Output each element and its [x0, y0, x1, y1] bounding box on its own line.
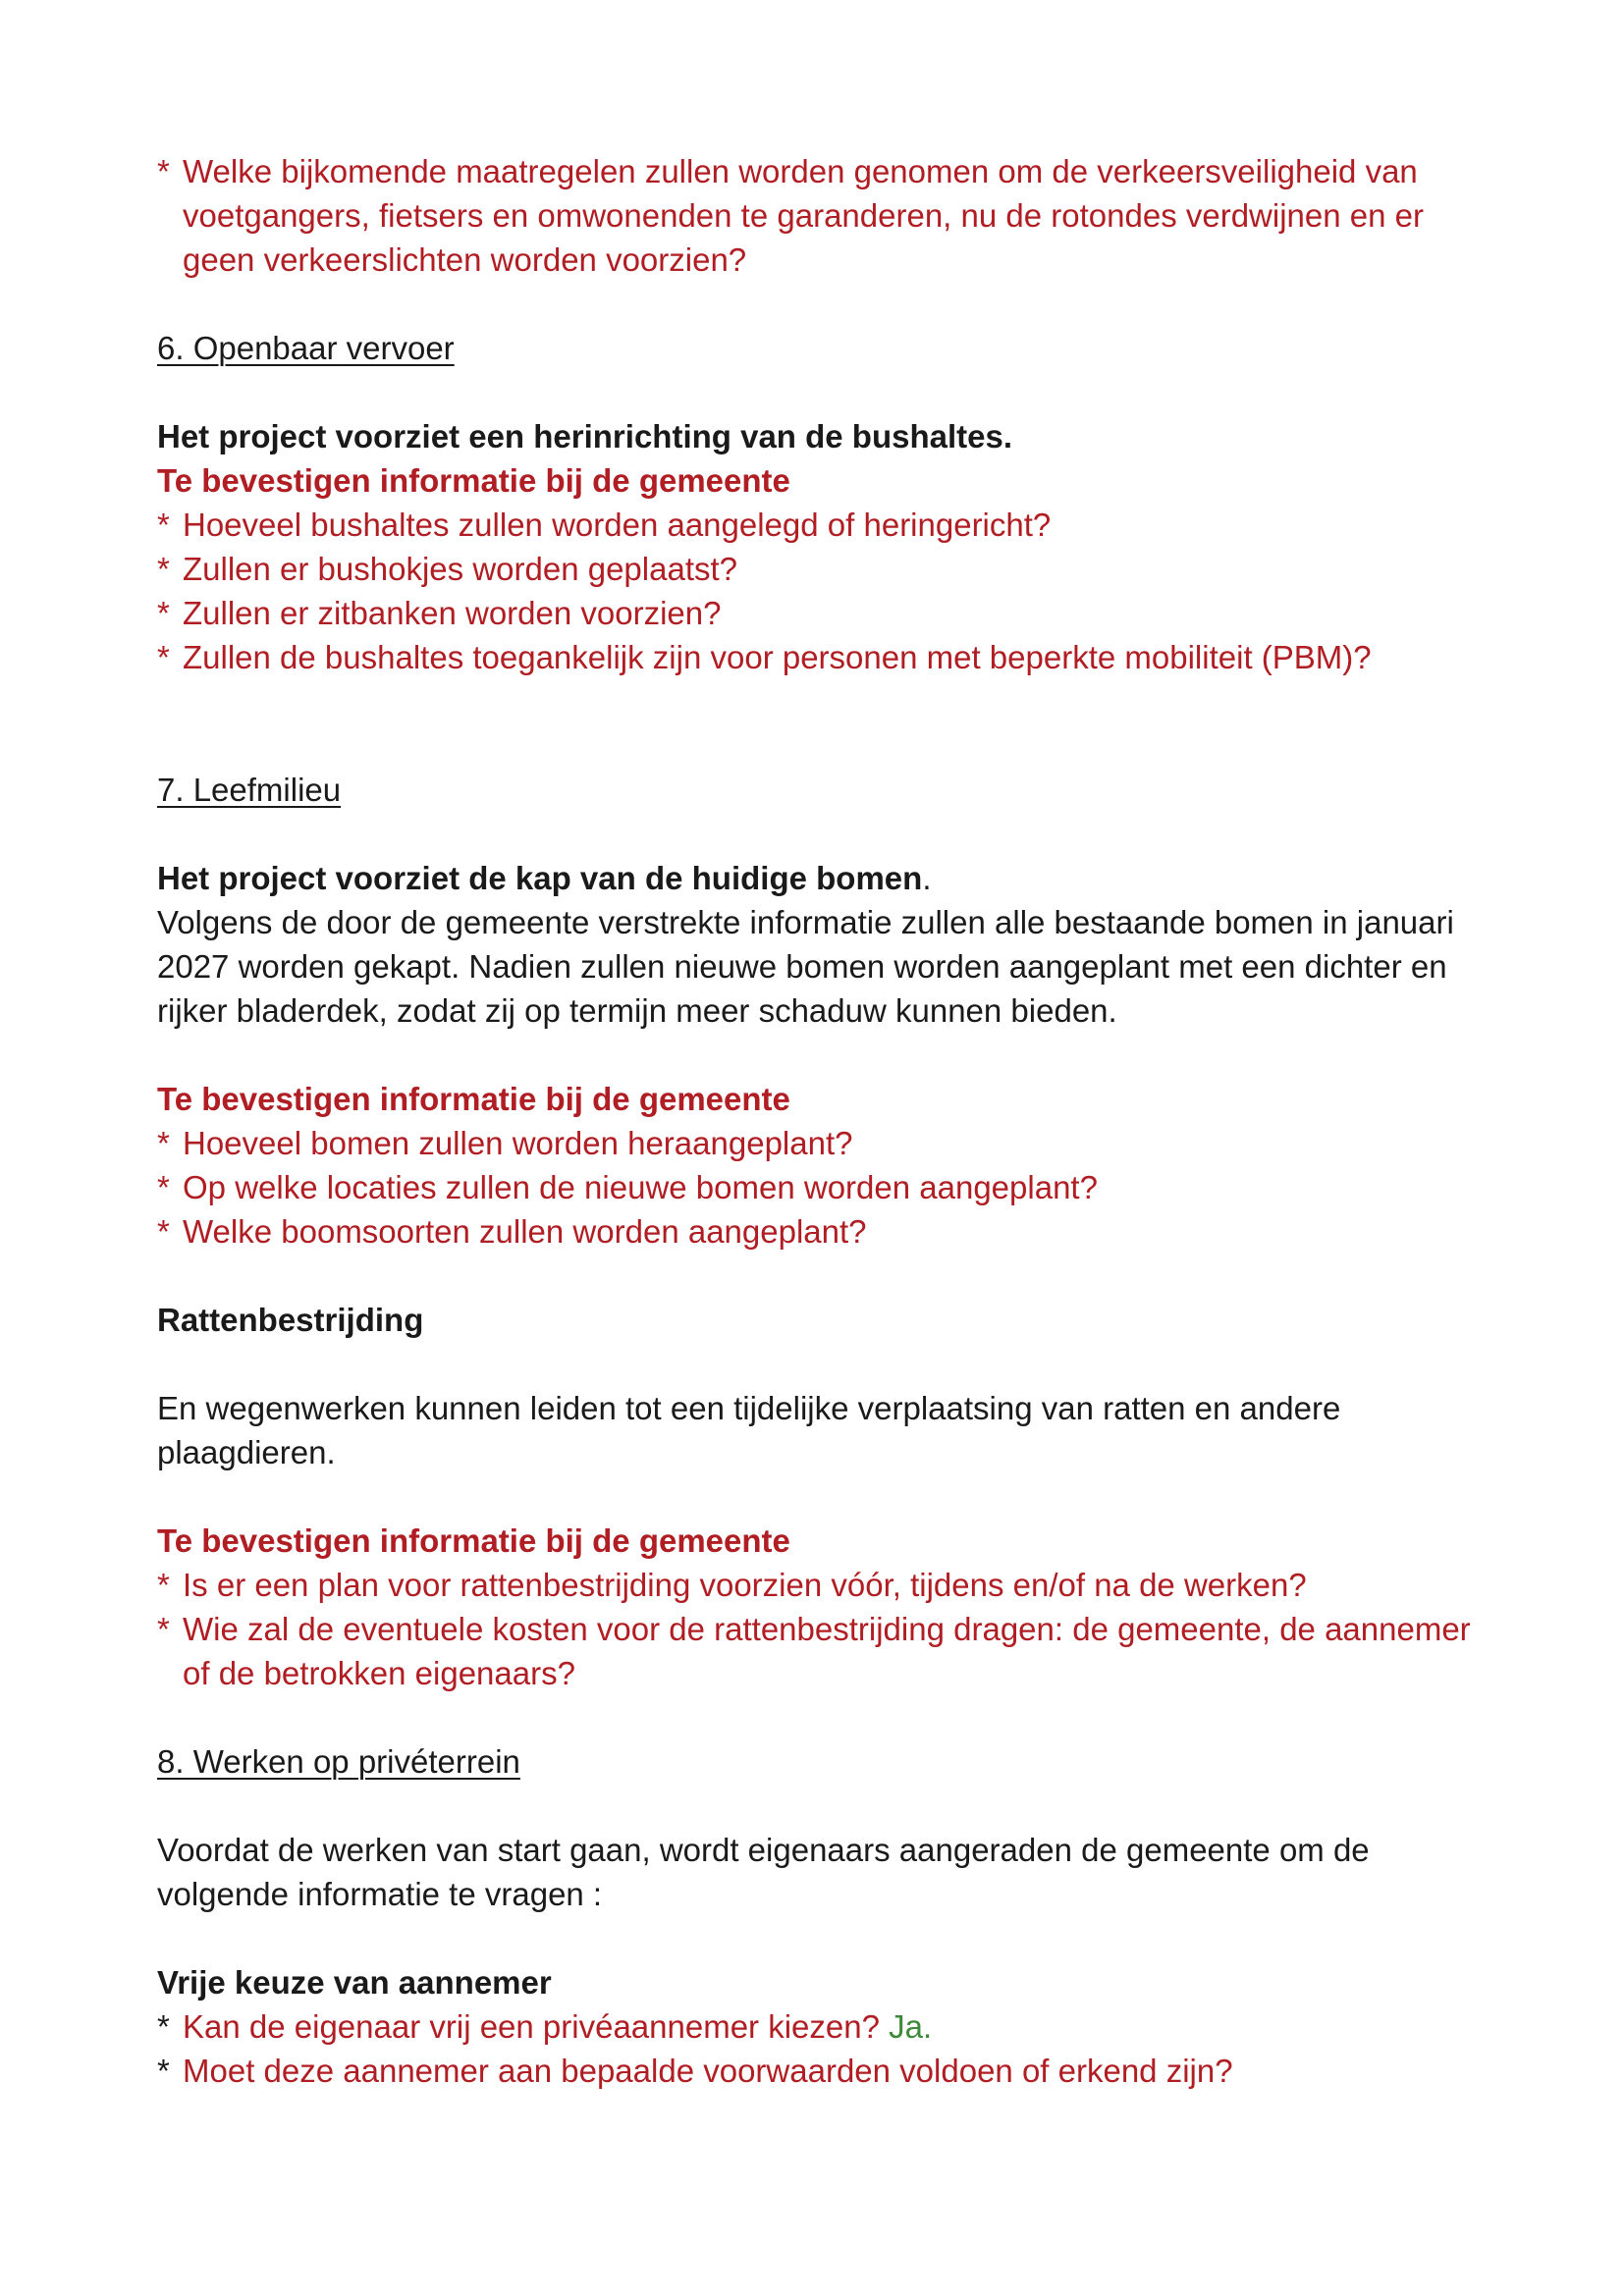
- question-item: [157, 1121, 1492, 1165]
- bullet-star: *: [157, 1567, 170, 1603]
- question-item: [157, 1209, 1492, 1254]
- question-text: Op welke locaties zullen de nieuwe bomen worden aangeplant?: [183, 1169, 1098, 1205]
- bullet-star: *: [157, 595, 170, 631]
- question-list: [157, 503, 1492, 679]
- section-heading-openbaar-vervoer: 6. Openbaar vervoer: [157, 330, 455, 366]
- question-item: [157, 2049, 1492, 2093]
- question-text: Welke bijkomende maatregelen zullen worden genomen om de verkeersveiligheid van voetgangers, fietsers en omwonenden te garanderen, nu de rotondes verdwijnen en er geen verkeerslichten worden voorzien?: [183, 153, 1424, 278]
- question-text: Zullen er bushokjes worden geplaatst?: [183, 551, 738, 587]
- bullet-star: *: [157, 1125, 170, 1161]
- body-paragraph: Voordat de werken van start gaan, wordt eigenaars aangeraden de gemeente om de volgende informatie te vragen :: [157, 1832, 1370, 1912]
- sub-heading-rattenbestrijding: Rattenbestrijding: [157, 1302, 424, 1338]
- question-list: [157, 1563, 1492, 1695]
- question-item: [157, 1563, 1492, 1607]
- section-lead: Het project voorziet een herinrichting van de bushaltes.: [157, 418, 1013, 454]
- bullet-star: *: [157, 1169, 170, 1205]
- bullet-star: *: [157, 2053, 170, 2089]
- bullet-star: *: [157, 551, 170, 587]
- question-text: Kan de eigenaar vrij een privéaannemer kiezen?: [183, 2008, 880, 2045]
- section-heading-leefmilieu: 7. Leefmilieu: [157, 772, 342, 808]
- question-item: [157, 1607, 1492, 1695]
- answer-text: Ja.: [889, 2008, 933, 2045]
- bullet-star: *: [157, 639, 170, 675]
- confirm-title: Te bevestigen informatie bij de gemeente: [157, 1522, 790, 1559]
- question-item: [157, 503, 1492, 547]
- section-heading-werken-op-priveterrein: 8. Werken op privéterrein: [157, 1743, 520, 1780]
- section-lead-bold: Het project voorziet de kap van de huidige bomen: [157, 860, 923, 896]
- sub-heading-vrije-keuze: Vrije keuze van aannemer: [157, 1964, 552, 2001]
- document-page: [157, 149, 1492, 2093]
- question-text: Zullen er zitbanken worden voorzien?: [183, 595, 722, 631]
- question-text: Wie zal de eventuele kosten voor de rattenbestrijding dragen: de gemeente, de aannemer of de betrokken eigenaars?: [183, 1611, 1471, 1691]
- question-text: Welke boomsoorten zullen worden aangeplant?: [183, 1213, 867, 1250]
- question-item: [157, 149, 1492, 282]
- question-item: [157, 635, 1492, 679]
- body-paragraph: Volgens de door de gemeente verstrekte informatie zullen alle bestaande bomen in januari 2027 worden gekapt. Nadien zullen nieuwe bomen worden aangeplant met een dichter en rijker bladerdek, zodat zij op termijn meer schaduw kunnen bieden.: [157, 904, 1454, 1029]
- body-paragraph: En wegenwerken kunnen leiden tot een tijdelijke verplaatsing van ratten en andere plaagdieren.: [157, 1390, 1341, 1470]
- section-lead-period: .: [922, 860, 932, 896]
- question-item: [157, 591, 1492, 635]
- confirm-title: Te bevestigen informatie bij de gemeente: [157, 462, 790, 499]
- question-list: [157, 1121, 1492, 1254]
- bullet-star: *: [157, 1213, 170, 1250]
- question-text: Zullen de bushaltes toegankelijk zijn voor personen met beperkte mobiliteit (PBM)?: [183, 639, 1372, 675]
- bullet-star: *: [157, 153, 170, 189]
- confirm-title: Te bevestigen informatie bij de gemeente: [157, 1081, 790, 1117]
- question-text: Hoeveel bomen zullen worden heraangeplant?: [183, 1125, 853, 1161]
- bullet-star: *: [157, 1611, 170, 1647]
- section-lead: [157, 856, 1492, 900]
- question-item: [157, 2004, 1492, 2049]
- question-item: [157, 1165, 1492, 1209]
- question-text: Moet deze aannemer aan bepaalde voorwaarden voldoen of erkend zijn?: [183, 2053, 1233, 2089]
- question-text: Hoeveel bushaltes zullen worden aangelegd of heringericht?: [183, 507, 1052, 543]
- bullet-star: *: [157, 2008, 170, 2045]
- question-text: Is er een plan voor rattenbestrijding voorzien vóór, tijdens en/of na de werken?: [183, 1567, 1307, 1603]
- bullet-star: *: [157, 507, 170, 543]
- question-item: [157, 547, 1492, 591]
